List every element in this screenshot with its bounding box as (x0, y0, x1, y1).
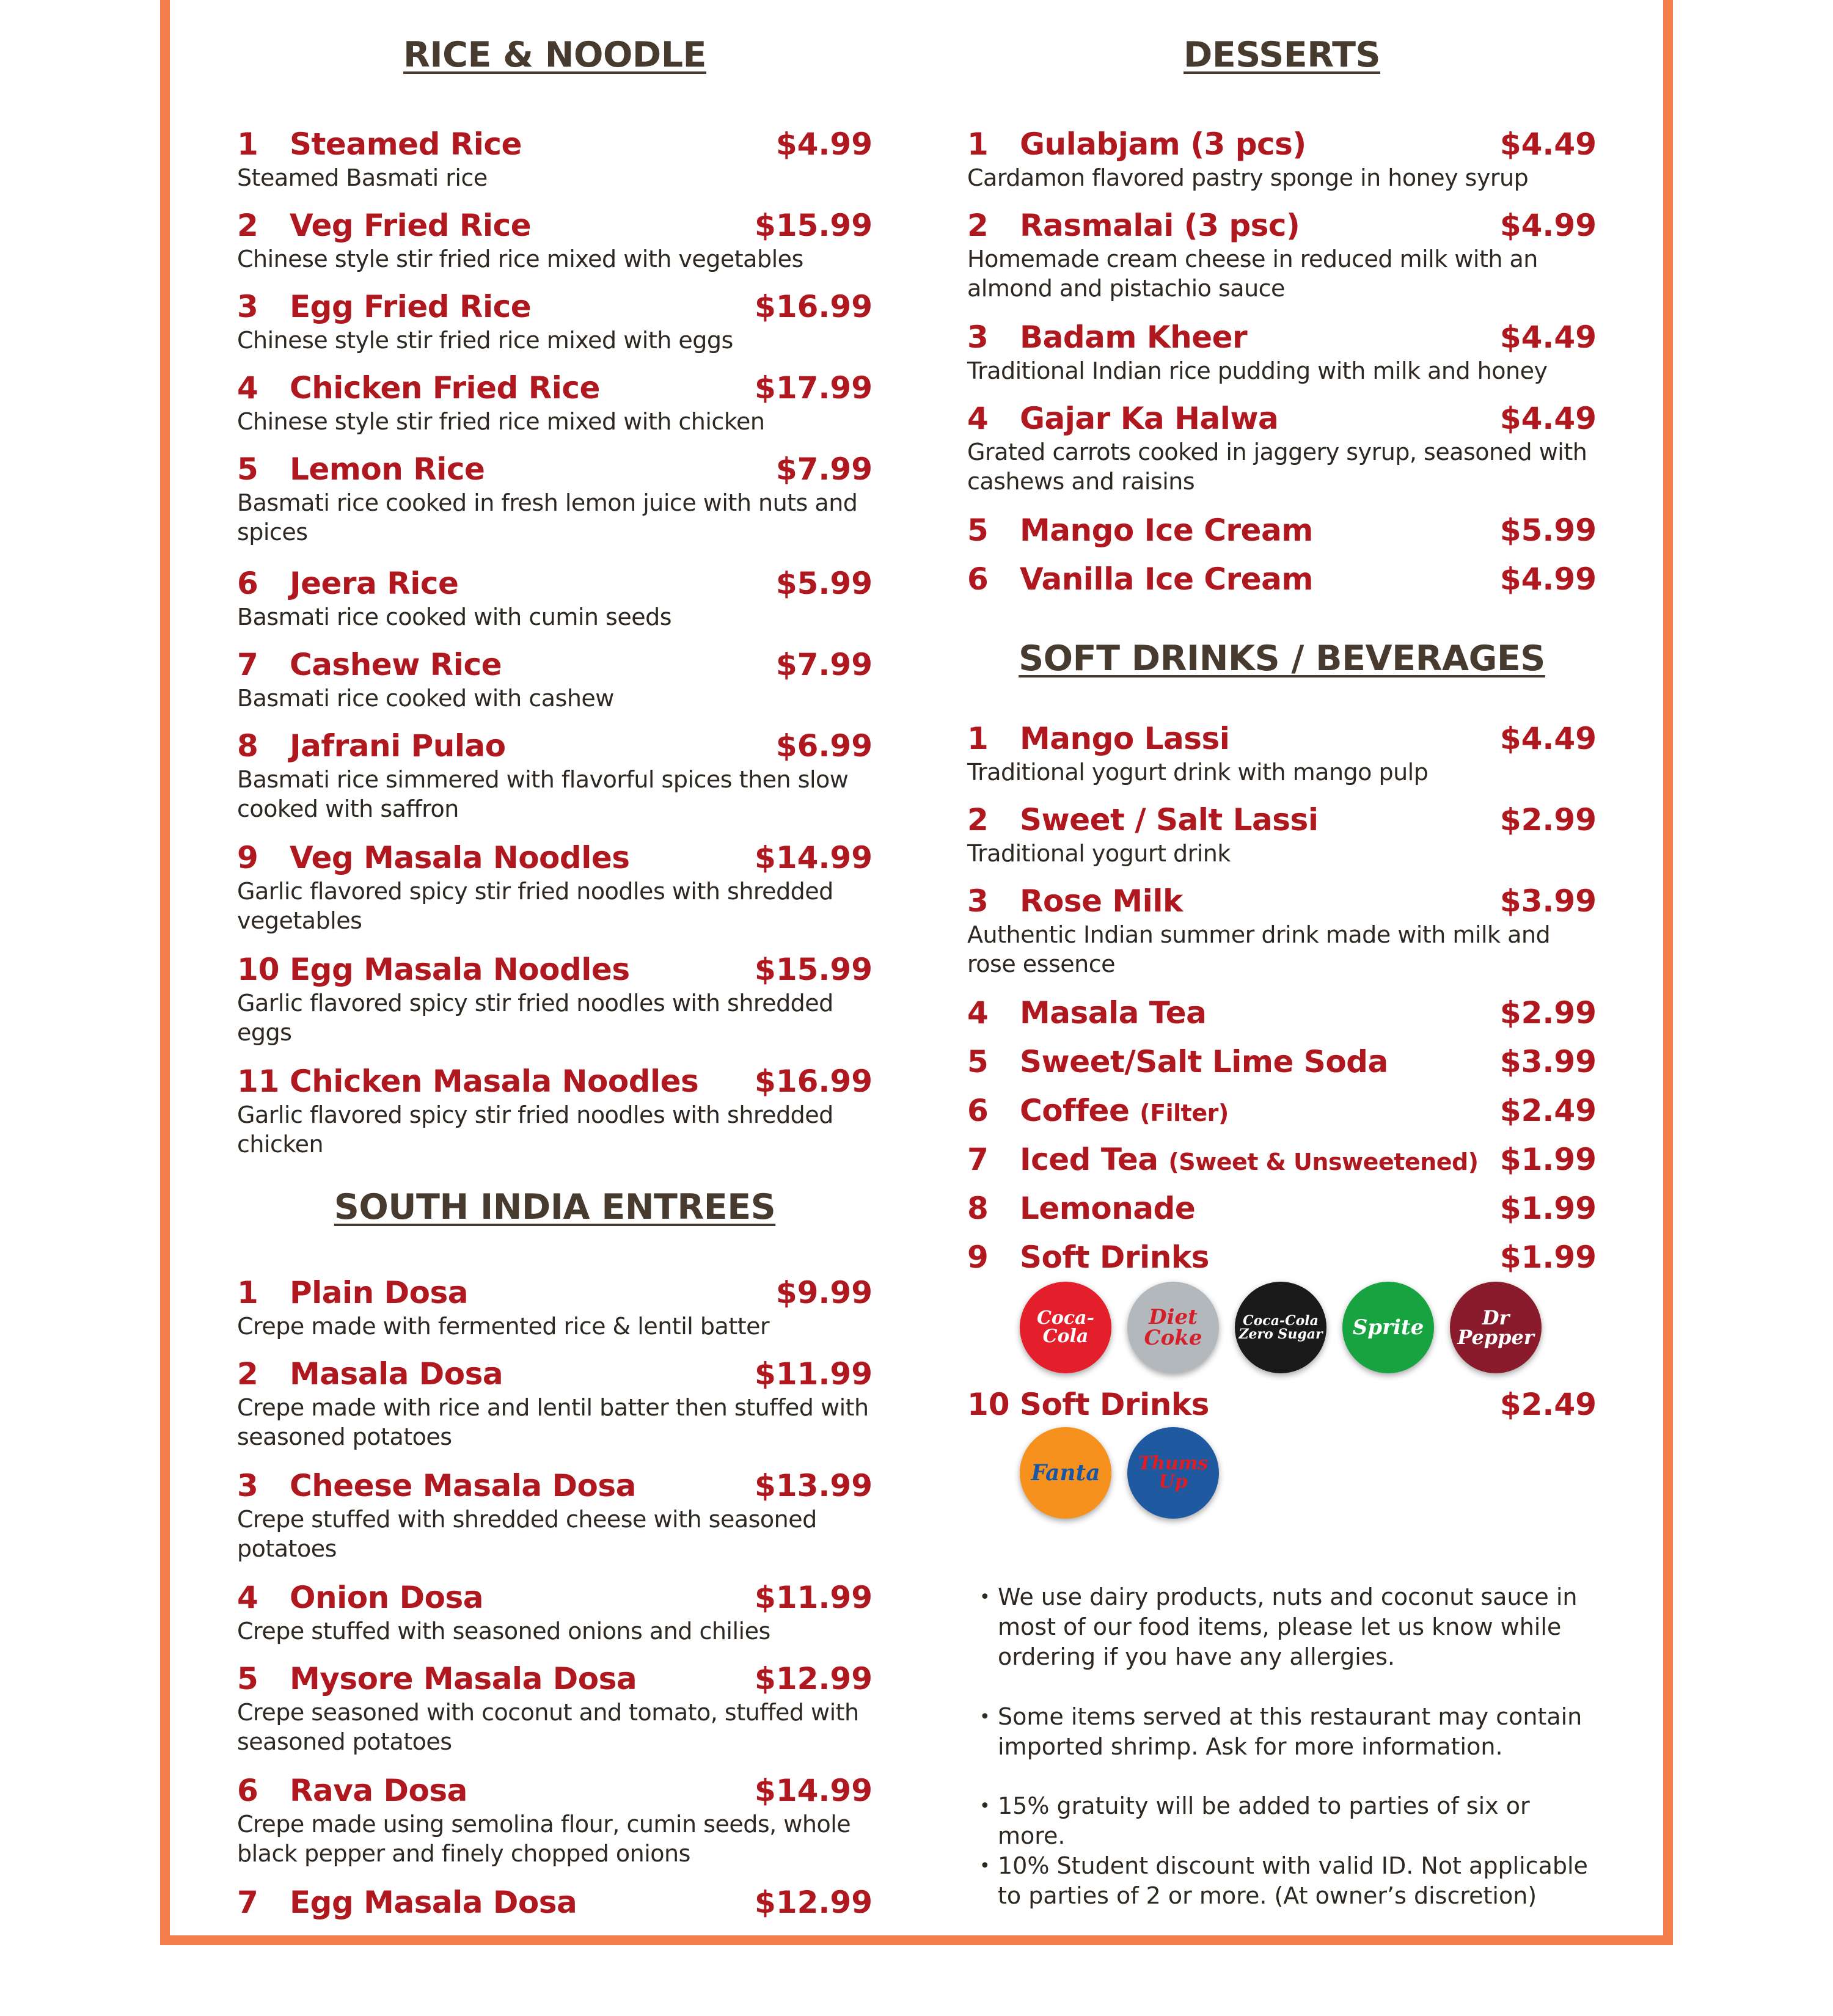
menu-item-price: $4.99 (775, 126, 873, 162)
menu-item (237, 1467, 873, 1563)
menu-item-description: Crepe seasoned with coconut and tomato, stuffed with seasoned potatoes (237, 1699, 859, 1755)
menu-item-name-wrap (1020, 1238, 1209, 1276)
menu-item-header (237, 206, 873, 244)
menu-item (237, 1062, 873, 1159)
menu-item (237, 839, 873, 935)
menu-item-description: Crepe made using semolina flour, cumin seeds, whole black pepper and finely chopped onions (237, 1811, 851, 1867)
menu-item (237, 564, 873, 632)
menu-item (967, 560, 1597, 598)
menu-item-price: $15.99 (755, 208, 873, 243)
menu-item-name-wrap (1020, 560, 1313, 598)
menu-item-header (967, 400, 1597, 437)
menu-item-description: Chinese style stir fried rice mixed with chicken (237, 408, 765, 435)
menu-item-name: Plain Dosa (290, 1275, 469, 1310)
section-heading-desserts: DESSERTS (1184, 35, 1380, 75)
menu-item-number: 5 (967, 1044, 989, 1079)
menu-item-header (967, 720, 1597, 758)
menu-item-name: Gulabjam (3 pcs) (1020, 126, 1306, 162)
menu-item (967, 1043, 1597, 1081)
menu-item-name: Jafrani Pulao (290, 728, 506, 764)
coca-cola-logo: Coca-Cola (1020, 1282, 1111, 1373)
menu-item-name-wrap (290, 646, 502, 684)
menu-item-header (237, 1062, 873, 1100)
menu-item-name-wrap (290, 369, 600, 407)
menu-item-name-wrap (1020, 1141, 1479, 1181)
menu-item-header (967, 882, 1597, 920)
menu-item-description: Basmati rice simmered with flavorful spices then slow cooked with saffron (237, 766, 849, 822)
menu-item (237, 288, 873, 355)
menu-item-name: Coffee (1020, 1093, 1130, 1128)
menu-item-number: 11 (237, 1064, 280, 1099)
menu-item-name: Gajar Ka Halwa (1020, 401, 1279, 436)
menu-item-price: $17.99 (755, 370, 873, 406)
menu-item-name: Egg Masala Noodles (290, 952, 630, 987)
menu-item-name: Lemon Rice (290, 451, 485, 487)
menu-item-number: 10 (237, 952, 280, 987)
menu-item-name-wrap (290, 1467, 636, 1505)
menu-item-price: $5.99 (775, 566, 873, 601)
diet-coke-logo: Diet Coke (1127, 1282, 1219, 1373)
menu-item-header (237, 369, 873, 407)
menu-item (967, 1386, 1597, 1423)
menu-item-description: Grated carrots cooked in jaggery syrup, seasoned with cashews and raisins (967, 439, 1587, 495)
menu-item-name: Soft Drinks (1020, 1240, 1209, 1275)
menu-item-name: Vanilla Ice Cream (1020, 561, 1314, 597)
menu-item (967, 511, 1597, 549)
menu-item-name-wrap (1020, 206, 1300, 244)
coke-zero-logo: Coca-Cola Zero Sugar (1235, 1282, 1326, 1373)
menu-item-name: Cheese Masala Dosa (290, 1468, 636, 1503)
soft-drink-logos-row-2 (1020, 1427, 1264, 1519)
menu-item-name: Sweet / Salt Lassi (1020, 802, 1319, 838)
menu-item (967, 1141, 1597, 1178)
menu-item-price: $1.99 (1499, 1142, 1597, 1177)
bullet-icon: • (979, 1795, 990, 1817)
menu-item-price: $16.99 (755, 289, 873, 324)
menu-item-number: 2 (967, 802, 989, 838)
menu-item-number: 7 (967, 1142, 989, 1177)
menu-item-number: 3 (237, 289, 258, 324)
menu-item-header (967, 1092, 1597, 1130)
menu-item-header (237, 951, 873, 988)
menu-item-header (967, 125, 1597, 163)
menu-item (237, 1579, 873, 1646)
menu-item-name: Badam Kheer (1020, 320, 1248, 355)
menu-item-name-wrap (1020, 801, 1318, 839)
menu-item-number: 2 (237, 1356, 258, 1392)
menu-item (237, 1274, 873, 1341)
menu-item-name-wrap (1020, 994, 1206, 1032)
menu-item-header (967, 206, 1597, 244)
menu-item-name-wrap (290, 839, 630, 877)
menu-item-header (967, 801, 1597, 839)
menu-item (237, 727, 873, 824)
menu-item-name-wrap (290, 1772, 467, 1810)
menu-item (237, 1355, 873, 1452)
menu-item-name-wrap (290, 450, 485, 488)
menu-item-name: Steamed Rice (290, 126, 522, 162)
menu-item-header (967, 1386, 1597, 1423)
menu-item-price: $2.99 (1499, 995, 1597, 1031)
menu-item-number: 3 (967, 883, 989, 919)
menu-item-header (237, 288, 873, 326)
menu-item-price: $2.49 (1499, 1093, 1597, 1128)
menu-item-name: Veg Fried Rice (290, 208, 532, 243)
menu-item-name-wrap (290, 1660, 637, 1698)
menu-item-header (967, 1043, 1597, 1081)
menu-item-header (237, 1883, 873, 1921)
menu-item-header (237, 1355, 873, 1393)
bullet-icon: • (979, 1855, 990, 1877)
menu-item-header (237, 1274, 873, 1312)
menu-item-name-wrap (1020, 882, 1183, 920)
menu-item-description: Garlic flavored spicy stir fried noodles with shredded vegetables (237, 878, 833, 934)
menu-item-name: Masala Dosa (290, 1356, 503, 1392)
menu-item-number: 6 (967, 1093, 989, 1128)
menu-item (237, 1772, 873, 1868)
menu-item-description: Crepe stuffed with shredded cheese with seasoned potatoes (237, 1506, 817, 1562)
menu-item-description: Garlic flavored spicy stir fried noodles with shredded chicken (237, 1101, 833, 1158)
section-heading-beverages: SOFT DRINKS / BEVERAGES (1019, 638, 1545, 679)
menu-item (967, 206, 1597, 303)
menu-item-number: 1 (967, 126, 989, 162)
menu-item-number: 1 (237, 1275, 258, 1310)
menu-item-number: 8 (237, 728, 258, 764)
menu-item-description: Traditional Indian rice pudding with milk and honey (967, 357, 1548, 384)
menu-item-name-wrap (1020, 125, 1306, 163)
menu-item-description: Crepe made with rice and lentil batter then stuffed with seasoned potatoes (237, 1394, 869, 1450)
menu-item-price: $12.99 (755, 1885, 873, 1920)
section-heading-south-india: SOUTH INDIA ENTREES (334, 1187, 776, 1227)
menu-item-note: (Sweet & Unsweetened) (1168, 1149, 1479, 1175)
menu-item-name: Soft Drinks (1020, 1387, 1209, 1422)
menu-item-name: Egg Masala Dosa (290, 1885, 577, 1920)
menu-item-name: Chicken Masala Noodles (290, 1064, 699, 1099)
menu-item (967, 1189, 1597, 1227)
menu-item-name-wrap (290, 1883, 577, 1921)
menu-item-description: Traditional yogurt drink with mango pulp (967, 759, 1429, 786)
menu-item-name: Mango Lassi (1020, 721, 1230, 756)
menu-item-description: Authentic Indian summer drink made with milk and rose essence (967, 921, 1551, 977)
menu-item (237, 450, 873, 547)
menu-item-number: 9 (237, 840, 258, 875)
menu-item-name-wrap (1020, 720, 1229, 758)
menu-item-number: 6 (967, 561, 989, 597)
menu-item (237, 369, 873, 436)
menu-item (967, 400, 1597, 496)
menu-item (237, 951, 873, 1047)
menu-item-number: 6 (237, 566, 258, 601)
sprite-logo: Sprite (1342, 1282, 1434, 1373)
menu-item-header (237, 1660, 873, 1698)
menu-item-name: Iced Tea (1020, 1142, 1158, 1177)
menu-item-price: $13.99 (755, 1468, 873, 1503)
fanta-logo: Fanta (1020, 1427, 1111, 1519)
menu-item-number: 5 (237, 451, 258, 487)
menu-item (967, 125, 1597, 192)
menu-item-number: 2 (237, 208, 258, 243)
menu-item-header (237, 1772, 873, 1810)
menu-item-number: 9 (967, 1240, 989, 1275)
menu-item-description: Basmati rice cooked with cumin seeds (237, 604, 672, 630)
menu-item-price: $4.49 (1499, 320, 1597, 355)
menu-item-name-wrap (1020, 1189, 1195, 1227)
menu-item-price: $4.99 (1499, 561, 1597, 597)
menu-item-name-wrap (1020, 400, 1278, 437)
menu-item-name-wrap (290, 1062, 698, 1100)
menu-item-name-wrap (290, 1355, 503, 1393)
menu-item-number: 5 (967, 513, 989, 548)
menu-item-price: $2.99 (1499, 802, 1597, 838)
menu-item (967, 1092, 1597, 1130)
menu-item-name: Veg Masala Noodles (290, 840, 630, 875)
menu-item-price: $15.99 (755, 952, 873, 987)
menu-item-header (967, 1238, 1597, 1276)
menu-item-header (967, 994, 1597, 1032)
menu-item-price: $11.99 (755, 1356, 873, 1392)
menu-item-header (237, 125, 873, 163)
menu-item-price: $3.99 (1499, 883, 1597, 919)
menu-item-name: Rasmalai (3 psc) (1020, 208, 1300, 243)
menu-item-note: (Filter) (1140, 1100, 1229, 1127)
menu-item-name-wrap (290, 727, 506, 765)
menu-item-number: 2 (967, 208, 989, 243)
menu-item-header (967, 318, 1597, 356)
section-heading-rice-noodle: RICE & NOODLE (403, 35, 706, 75)
menu-item-price: $14.99 (755, 1773, 873, 1808)
menu-item-name-wrap (290, 1579, 483, 1616)
menu-item (967, 994, 1597, 1032)
menu-item (967, 1238, 1597, 1276)
menu-item-name-wrap (1020, 511, 1313, 549)
menu-item-header (237, 1467, 873, 1505)
menu-item-name: Masala Tea (1020, 995, 1207, 1031)
menu-item-number: 7 (237, 1885, 258, 1920)
menu-item-description: Cardamon flavored pastry sponge in honey syrup (967, 164, 1529, 191)
menu-item (237, 1883, 873, 1921)
menu-item-name-wrap (290, 951, 630, 988)
thums-up-logo: Thums Up (1127, 1427, 1219, 1519)
menu-item-price: $3.99 (1499, 1044, 1597, 1079)
menu-item-name: Rava Dosa (290, 1773, 467, 1808)
menu-item-number: 6 (237, 1773, 258, 1808)
menu-item-name-wrap (290, 125, 522, 163)
menu-item (967, 318, 1597, 385)
menu-item-name-wrap (290, 1274, 468, 1312)
menu-item-header (967, 1141, 1597, 1178)
menu-item (237, 646, 873, 713)
menu-item-price: $1.99 (1499, 1240, 1597, 1275)
menu-item-number: 1 (967, 721, 989, 756)
menu-item-description: Steamed Basmati rice (237, 164, 488, 191)
menu-item-name-wrap (1020, 1043, 1388, 1081)
menu-item-description: Homemade cream cheese in reduced milk with an almond and pistachio sauce (967, 246, 1538, 302)
menu-item-number: 4 (237, 1580, 258, 1615)
menu-item-header (237, 727, 873, 765)
menu-item-number: 4 (967, 995, 989, 1031)
menu-item-price: $14.99 (755, 840, 873, 875)
dr-pepper-logo: Dr Pepper (1450, 1282, 1542, 1373)
menu-item-price: $4.49 (1499, 721, 1597, 756)
menu-item-description: Traditional yogurt drink (967, 840, 1231, 867)
menu-item-header (237, 564, 873, 602)
menu-item-name: Mysore Masala Dosa (290, 1661, 637, 1696)
menu-item-price: $16.99 (755, 1064, 873, 1099)
menu-item-name: Jeera Rice (290, 566, 459, 601)
menu-item (967, 801, 1597, 868)
menu-item-description: Crepe stuffed with seasoned onions and chilies (237, 1618, 770, 1645)
menu-item-header (967, 511, 1597, 549)
menu-item-price: $4.99 (1499, 208, 1597, 243)
menu-item-header (237, 646, 873, 684)
menu-item-price: $4.49 (1499, 401, 1597, 436)
menu-item-name: Egg Fried Rice (290, 289, 532, 324)
menu-item-description: Basmati rice cooked with cashew (237, 685, 614, 712)
menu-item-header (237, 1579, 873, 1616)
bullet-icon: • (979, 1706, 990, 1728)
menu-item (237, 1660, 873, 1756)
menu-item-number: 1 (237, 126, 258, 162)
menu-item (237, 206, 873, 274)
menu-item-description: Crepe made with fermented rice & lentil batter (237, 1313, 770, 1340)
menu-item-price: $6.99 (775, 728, 873, 764)
bullet-icon: • (979, 1587, 990, 1608)
menu-item-number: 10 (967, 1387, 1010, 1422)
menu-item-price: $5.99 (1499, 513, 1597, 548)
menu-item-price: $4.49 (1499, 126, 1597, 162)
menu-item-name: Chicken Fried Rice (290, 370, 600, 406)
menu-item-description: Chinese style stir fried rice mixed with eggs (237, 327, 733, 354)
menu-item-number: 5 (237, 1661, 258, 1696)
menu-item (237, 125, 873, 192)
menu-item-name: Cashew Rice (290, 647, 502, 682)
soft-drink-logos-row-1 (1020, 1282, 1570, 1373)
menu-item-name: Rose Milk (1020, 883, 1183, 919)
menu-item-name-wrap (290, 564, 458, 602)
menu-item-name: Sweet/Salt Lime Soda (1020, 1044, 1388, 1079)
menu-item-price: $12.99 (755, 1661, 873, 1696)
menu-item-number: 7 (237, 647, 258, 682)
menu-item-header (237, 839, 873, 877)
menu-item-name-wrap (290, 206, 531, 244)
menu-item-number: 8 (967, 1191, 989, 1226)
menu-item-description: Garlic flavored spicy stir fried noodles with shredded eggs (237, 990, 833, 1046)
menu-item-description: Chinese style stir fried rice mixed with vegetables (237, 246, 803, 272)
menu-item-name-wrap (1020, 1092, 1229, 1132)
menu-item-price: $1.99 (1499, 1191, 1597, 1226)
menu-item-number: 4 (967, 401, 989, 436)
menu-item-name-wrap (1020, 1386, 1209, 1423)
menu-item-name: Onion Dosa (290, 1580, 483, 1615)
menu-item-name: Lemonade (1020, 1191, 1196, 1226)
menu-item-name: Mango Ice Cream (1020, 513, 1313, 548)
menu-item-number: 4 (237, 370, 258, 406)
menu-item-header (237, 450, 873, 488)
menu-item-price: $9.99 (775, 1275, 873, 1310)
menu-item-header (967, 1189, 1597, 1227)
menu-item-price: $7.99 (775, 647, 873, 682)
menu-item-description: Basmati rice cooked in fresh lemon juice with nuts and spices (237, 489, 858, 546)
menu-item (967, 720, 1597, 787)
menu-item-name-wrap (1020, 318, 1247, 356)
menu-item-price: $11.99 (755, 1580, 873, 1615)
menu-item-name-wrap (290, 288, 531, 326)
menu-item (967, 882, 1597, 979)
menu-item-number: 3 (237, 1468, 258, 1503)
menu-item-price: $7.99 (775, 451, 873, 487)
menu-item-header (967, 560, 1597, 598)
menu-item-number: 3 (967, 320, 989, 355)
menu-item-price: $2.49 (1499, 1387, 1597, 1422)
